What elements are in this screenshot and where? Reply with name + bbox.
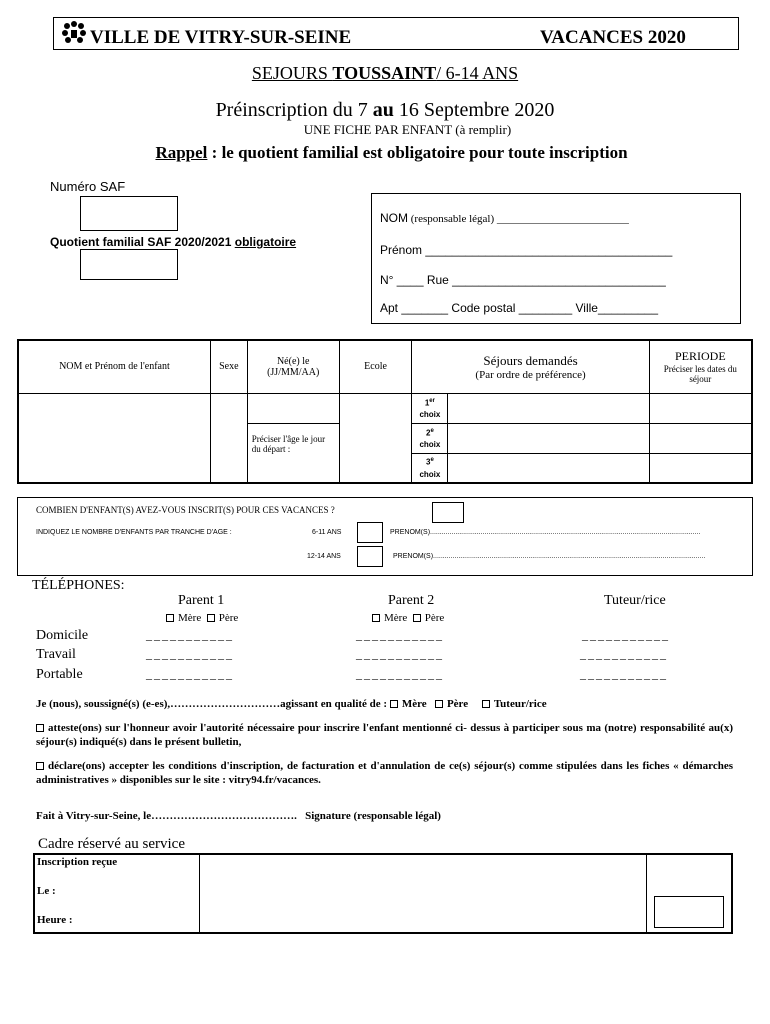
date-label: Le : (37, 885, 56, 897)
phone-field[interactable]: ___________ (582, 628, 670, 642)
phone-field[interactable]: ___________ (356, 628, 444, 642)
checkbox[interactable] (482, 700, 490, 708)
preinscription-dates: Préinscription du 7 au 16 Septembre 2020 (215, 99, 555, 121)
received-label: Inscription reçue (37, 856, 118, 868)
parent2-gender: Mère Père (372, 612, 444, 624)
stay-title: SEJOURS TOUSSAINT/ 6-14 ANS (251, 63, 519, 83)
saf-number-field[interactable] (80, 196, 178, 231)
count-6-11-field[interactable] (357, 522, 383, 543)
count-12-14-field[interactable] (357, 546, 383, 567)
service-box (33, 853, 733, 934)
one-sheet-notice: UNE FICHE PAR ENFANT (à remplir) (303, 122, 512, 137)
checkbox[interactable] (36, 762, 44, 770)
checkbox[interactable] (390, 700, 398, 708)
acceptance: déclare(ons) accepter les conditions d'inscription, de facturation et d'annulation de ce(s) séjour(s) comme stipulées dans les fiches « démarches administratives » disponibles sur le site : vitry94.fr/vacances. (36, 760, 733, 786)
guardian-name-field[interactable]: NOM (responsable légal) ________________________ (380, 211, 629, 225)
col-stays: Séjours demandés (Par ordre de préférence) (412, 340, 649, 393)
stay-choice-3[interactable] (448, 453, 649, 483)
guardian-address-field[interactable]: N° ____ Rue ________________________________ (380, 273, 666, 287)
checkbox[interactable] (207, 614, 215, 622)
birthdate-cell[interactable] (247, 393, 339, 423)
child-table (17, 339, 753, 484)
phone-row-label: Domicile (36, 628, 89, 643)
child-name-cell[interactable] (18, 393, 210, 483)
checkbox[interactable] (435, 700, 443, 708)
quotient-label: Quotient familial SAF 2020/2021 obligatoire (50, 235, 297, 249)
col-school: Ecole (339, 340, 412, 393)
quotient-field[interactable] (80, 249, 178, 280)
prenoms-6-11[interactable]: PRENOM(S)........................................................................................................................................... (390, 529, 701, 536)
phone-field[interactable]: ___________ (146, 647, 234, 661)
checkbox[interactable] (36, 724, 44, 732)
phone-row-label: Portable (36, 667, 83, 682)
stay-choice-2[interactable] (448, 423, 649, 453)
declaration-line: Je (nous), soussigné(s) (e-es),…………………………agissant en qualité de : Mère Père Tuteur/rice (36, 698, 547, 710)
vitry-logo-icon (60, 20, 88, 51)
col-sex: Sexe (210, 340, 247, 393)
phone-field[interactable]: ___________ (356, 667, 444, 681)
attestation: atteste(ons) sur l'honneur avoir l'autorité nécessaire pour inscrire l'enfant mentionné ci- dessus à participer sous ma (notre) responsabilité au(x) séjour(s) indiqué(s) dans le présent bulletin, (36, 722, 733, 748)
checkbox[interactable] (372, 614, 380, 622)
phones-title: TÉLÉPHONES: (32, 578, 125, 593)
col-child-name: NOM et Prénom de l'enfant (18, 340, 210, 393)
age-range-6-11: 6-11 ANS (312, 529, 342, 536)
school-cell[interactable] (339, 393, 412, 483)
phone-field[interactable]: ___________ (146, 667, 234, 681)
parent1-label: Parent 1 (178, 593, 225, 608)
by-age-label: INDIQUEZ LE NOMBRE D'ENFANTS PAR TRANCHE D'AGE : (36, 529, 232, 536)
children-count-field[interactable] (432, 502, 464, 523)
period-choice-2[interactable] (649, 423, 752, 453)
phone-field[interactable]: ___________ (146, 628, 234, 642)
period-choice-1[interactable] (649, 393, 752, 423)
town-name: VILLE DE VITRY-SUR-SEINE (90, 27, 352, 48)
choice-label: 2e choix (412, 423, 448, 453)
service-divider (199, 854, 200, 933)
stay-choice-1[interactable] (448, 393, 649, 423)
guardian-firstname-field[interactable]: Prénom _____________________________________ (380, 243, 673, 257)
phone-field[interactable]: ___________ (580, 647, 668, 661)
guardian-apt-field[interactable]: Apt _______ Code postal ________ Ville_________ (380, 301, 659, 315)
signature-line: Fait à Vitry-sur-Seine, le…………………………………. Signature (responsable légal) (36, 810, 441, 822)
saf-number-label: Numéro SAF (50, 179, 126, 194)
service-divider (646, 854, 647, 933)
parent1-gender: Mère Père (166, 612, 238, 624)
age-hint: Préciser l'âge le jour du départ : (247, 423, 339, 483)
checkbox[interactable] (413, 614, 421, 622)
col-birthdate: Né(e) le (JJ/MM/AA) (247, 340, 339, 393)
checkbox[interactable] (166, 614, 174, 622)
col-period: PERIODE Préciser les dates du séjour (649, 340, 752, 393)
service-stamp-box[interactable] (654, 896, 724, 928)
parent2-label: Parent 2 (388, 593, 435, 608)
period-choice-3[interactable] (649, 453, 752, 483)
children-count-question: COMBIEN D'ENFANT(S) AVEZ-VOUS INSCRIT(S) POUR CES VACANCES ? (36, 505, 335, 515)
hour-label: Heure : (37, 914, 73, 926)
reminder: Rappel : le quotient familial est obligatoire pour toute inscription (155, 143, 628, 162)
choice-label: 1er choix (412, 393, 448, 423)
phone-field[interactable]: ___________ (356, 647, 444, 661)
choice-label: 3e choix (412, 453, 448, 483)
season-title: VACANCES 2020 (540, 27, 686, 48)
child-sex-cell[interactable] (210, 393, 247, 483)
prenoms-12-14[interactable]: PRENOM(S)............................................................................................................................................ (393, 553, 706, 560)
age-range-12-14: 12-14 ANS (307, 553, 341, 560)
phone-field[interactable]: ___________ (580, 667, 668, 681)
tutor-label: Tuteur/rice (604, 593, 666, 608)
phone-row-label: Travail (36, 647, 76, 662)
service-title: Cadre réservé au service (38, 836, 185, 852)
